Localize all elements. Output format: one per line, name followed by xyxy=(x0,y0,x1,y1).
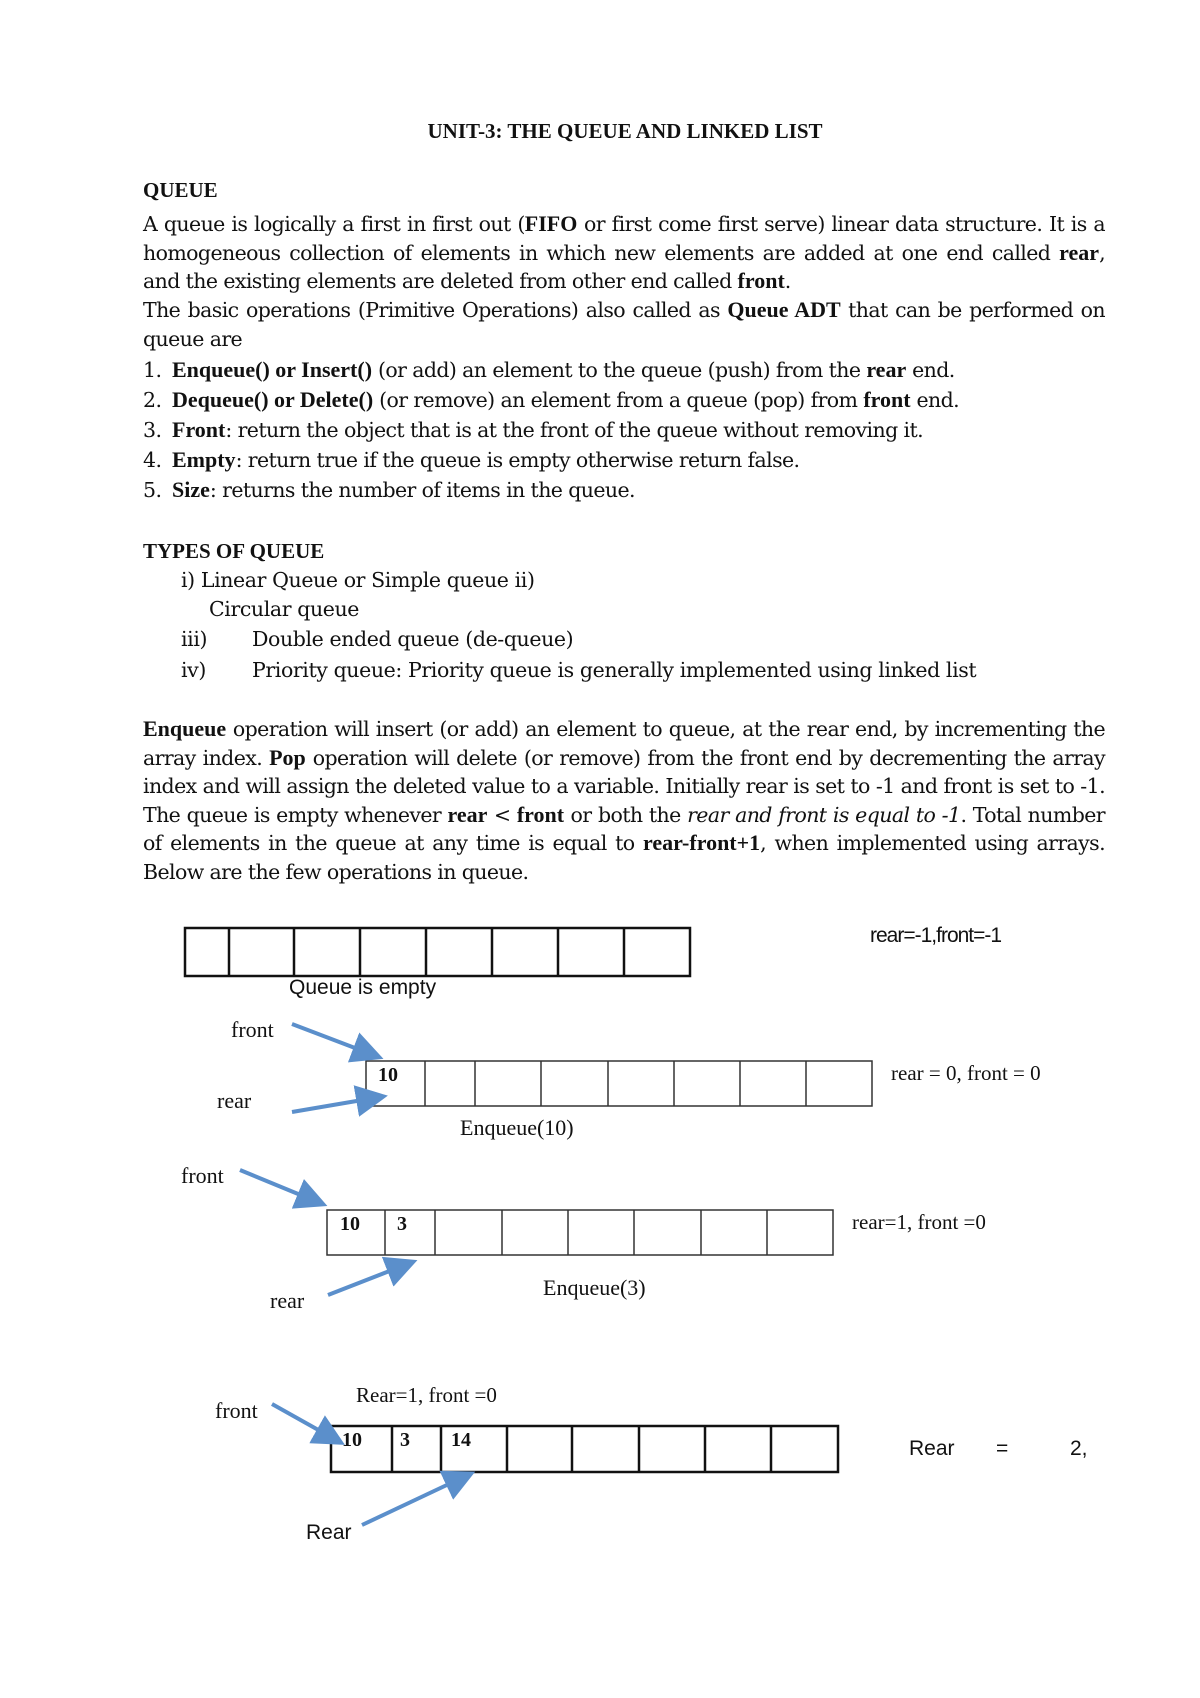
d2-cell-1: 10 xyxy=(378,1064,398,1086)
operation-item-3: 3. Front: return the object that is at the front of the queue without removing it. xyxy=(143,417,924,442)
d3-front-label: front xyxy=(181,1163,224,1188)
types-item-iii: Double ended queue (de-queue) xyxy=(252,627,574,651)
intro-paragraph-1: A queue is logically a first in first out (FIFO or first come first serve) linear data structure. It is a homogeneous collection of elements in which new elements are added at one end called rear, and the existing elements are deleted from other end called front. xyxy=(143,211,1105,293)
types-item-i-ii: i) Linear Queue or Simple queue ii) xyxy=(181,568,535,592)
d4-cell-1: 10 xyxy=(342,1429,362,1451)
d2-state-label: rear = 0, front = 0 xyxy=(891,1061,1041,1085)
d2-caption: Enqueue(10) xyxy=(460,1115,574,1140)
types-item-iv: Priority queue: Priority queue is generally implemented using linked list xyxy=(252,658,977,682)
types-item-iv-num: iv) xyxy=(181,658,206,682)
enqueue-10-arrows xyxy=(292,1024,380,1112)
operation-item-1: 1. Enqueue() or Insert() (or add) an element to the queue (push) from the rear end. xyxy=(143,357,955,382)
d3-state-label: rear=1, front =0 xyxy=(852,1210,986,1234)
types-item-ii-cont: Circular queue xyxy=(209,597,360,621)
d4-state-equals: = xyxy=(996,1437,1009,1460)
types-item-iii-num: iii) xyxy=(181,627,208,651)
operation-item-5: 5. Size: returns the number of items in the queue. xyxy=(143,477,635,502)
d3-cell-2: 3 xyxy=(397,1213,407,1235)
queue-heading: QUEUE xyxy=(143,178,218,202)
d2-front-label: front xyxy=(231,1017,274,1042)
d4-rear-label: Rear xyxy=(306,1521,352,1544)
enqueue-14-arrows xyxy=(272,1404,468,1525)
operation-item-2: 2. Dequeue() or Delete() (or remove) an element from a queue (pop) from front end. xyxy=(143,387,960,412)
d3-cell-1: 10 xyxy=(340,1213,360,1235)
enqueue-paragraph: Enqueue operation will insert (or add) an element to queue, at the rear end, by incrementing the array index. Pop operation will delete (or remove) from the front end by decrementing the array index and will assign the deleted value to a variable. Initially rear is set to -1 and front is set to -1. The queue is empty whenever rear < front or both the rear and front is equal to -1. Total number of elements in the queue at any time is equal to rear-front+1, when implemented using arrays. Below are the few operations in queue. xyxy=(143,716,1105,884)
d1-state-label: rear=-1,front=-1 xyxy=(870,924,1002,947)
d1-caption: Queue is empty xyxy=(289,976,437,999)
d2-rear-label: rear xyxy=(217,1088,252,1113)
d4-front-label: front xyxy=(215,1398,258,1423)
empty-queue-array xyxy=(185,928,690,976)
operation-item-4: 4. Empty: return true if the queue is empty otherwise return false. xyxy=(143,447,800,472)
d4-cell-2: 3 xyxy=(400,1429,410,1451)
types-heading: TYPES OF QUEUE xyxy=(143,539,325,563)
d4-cell-3: 14 xyxy=(451,1429,471,1451)
page-title: UNIT-3: THE QUEUE AND LINKED LIST xyxy=(427,119,823,143)
intro-paragraph-2: The basic operations (Primitive Operations) also called as Queue ADT that can be performed on queue are xyxy=(143,297,1105,351)
d3-caption: Enqueue(3) xyxy=(543,1275,646,1300)
d4-state-rear: Rear xyxy=(909,1437,955,1460)
d3-rear-label: rear xyxy=(270,1288,305,1313)
d4-state-value: 2, xyxy=(1070,1437,1088,1460)
d4-top-state-label: Rear=1, front =0 xyxy=(356,1383,497,1407)
enqueue-10-array xyxy=(366,1061,872,1106)
